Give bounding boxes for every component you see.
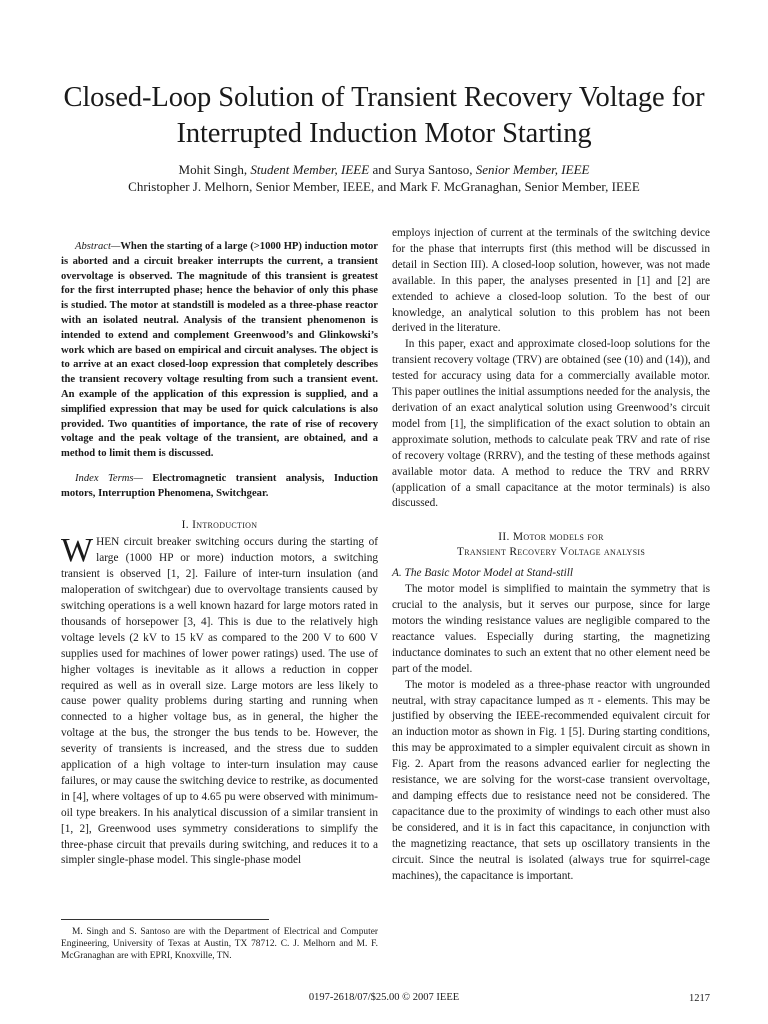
index-terms: Index Terms— Electromagnetic transient analysis, Induction motors, Interruption Phenomena, Switchgear. — [61, 472, 378, 500]
subsection-a-heading: A. The Basic Motor Model at Stand-still — [392, 567, 574, 580]
section-1-body: HEN circuit breaker switching occurs during the starting of large (1000 HP or more) induction motors, a switching transient is observed [1, 2]. Failure of inter-turn insulation (and maloperation of switchgear) due to overvoltage transients caused by switching operations is a well known hazard for large motors rated in thousands of horsepower [3, 4]. This is due to the relatively high voltage levels (2 kV to 15 kV as compared to the 200 V to 600 V supplies used for machines of lower power ratings) used. The use of higher voltages is inevitable as it allows a reduction in copper required as well as in overall size. Large motors are less likely to cause power quality problems during starting and running when connected to a higher voltage bus, as in general, the higher the voltage at the bus, the stronger the bus tends to be. However, the severity of transients is increased, and the stress due to sudden application of a high voltage to inter-turn insulation may cause failures, or may cause the switching device to restrike, as documented in [4], where voltages of up to 4.65 pu were observed with minimum-oil type breakers. In his analytical discussion of a similar transient in [1, 2], Greenwood uses symmetry considerations to simplify the three-phase circuit that prevails during switching, and reduces it to a simpler single-phase model. This single-phase model — [61, 536, 378, 867]
author-affiliation-2: Senior Member, IEEE — [475, 162, 590, 177]
author-affiliation-1: Student Member, IEEE — [250, 162, 370, 177]
section-2-heading-line-2: Transient Recovery Voltage analysis — [456, 546, 646, 559]
footnote: M. Singh and S. Santoso are with the Department of Electrical and Computer Engineering, University of Texas at Austin, TX 78712. C. J. Melhorn and M. F. McGranaghan are with EPRI, Knoxville, TN. — [61, 927, 378, 962]
right-para-1: employs injection of current at the terminals of the switching device for the phase that interrupts first (this method will be discussed in detail in Section III). A closed-loop solution, however, was not made available. In this paper, the analyses presented in [1] and [2] are extended to achieve a closed-loop solution. To the best of our knowledge, an analytical solution to this problem has not been derived in the literature. — [392, 227, 710, 335]
copyright-footer: 0197-2618/07/$25.00 © 2007 IEEE — [308, 992, 460, 1003]
footnote-rule — [61, 919, 269, 920]
author-name-1: Mohit Singh, — [178, 162, 251, 177]
section-1-text — [61, 532, 378, 869]
index-terms-label: Index Terms — [75, 472, 134, 484]
author-line-2: Christopher J. Melhorn, Senior Member, IEEE, and Mark F. McGranaghan, Senior Member, IEEE — [128, 179, 640, 194]
paper-title: Closed-Loop Solution of Transient Recovery Voltage for Interrupted Induction Motor Starting — [63, 82, 705, 149]
right-column — [392, 226, 710, 884]
page-number: 1217 — [689, 993, 710, 1004]
author-name-2: and Surya Santoso, — [369, 162, 476, 177]
right-para-2: In this paper, exact and approximate closed-loop solutions for the transient recovery voltage (TRV) are obtained (see (10) and (14)), and tested for accuracy using data for a commercially available motor. This paper outlines the initial assumptions needed for the analysis, the derivation of an exact analytical solution using Greenwood’s circuit model from [1], the simplification of the exact solution to obtain an approximate solution, methods to calculate peak TRV and rate of rise of recovery voltage (RRRV), and the testing of these methods against available motor data. A method to reduce the TRV and RRRV (application of a small capacitance at the motor terminals) is also discussed. — [392, 338, 710, 510]
abstract-label: Abstract — [75, 241, 111, 252]
abstract: Abstract—When the starting of a large (>1000 HP) induction motor is aborted and a circuit breaker interrupts the current, a transient overvoltage is observed. The magnitude of this transient is greatest for the first interrupted phase; hence the behavior of only this phase is studied. The motor at standstill is modeled as a three-phase reactor with an isolated neutral. Analysis of the transient phenomenon is intended to extend and complement Greenwood’s and Glinkowski’s work which are based on empirical and circuit analyses. The object is to arrive at an exact closed-loop expression that completely describes the transient recovery voltage resulting from such a transient event. An example of the application of this expression is supplied, and a simplified expression that may be used for quick calculations is also provided. Two quantities of importance, the rate of rise of recovery voltage and the peak voltage of the transient, are obtained, and a method to limit them is discussed. — [61, 241, 378, 460]
author-line-1 — [40, 162, 728, 178]
right-para-3: The motor model is simplified to maintain the symmetry that is crucial to the analysis, but it serves our purpose, since for large motors the winding resistance values are negligible compared to the reactance values. Especially during starting, the magnetizing inductance dominates to such an extent that no other element need be part of the model. — [392, 583, 710, 675]
drop-cap: W — [61, 532, 94, 570]
right-para-4: The motor is modeled as a three-phase reactor with ungrounded neutral, with stray capacitance lumped as π - elements. This may be justified by observing the IEEE-recommended equivalent circuit for an induction motor as shown in Fig. 1 [5]. During starting conditions, this may be approximated to a simpler equivalent circuit as shown in Fig. 2. Apart from the reasons advanced earlier for neglecting the resistance, we are solving for the worst-case transient overvoltage, and damping effects due to resistance need not be considered. The capacitance due to the proximity of windings to each other must also be considered, and it is in fact this capacitance, in conjunction with the magnetizing reactance, that sets up oscillatory transients in the circuit. Since the neutral is isolated (always true for squirrel-cage machines), the capacitance is important. — [392, 678, 710, 882]
index-terms-text: Electromagnetic transient analysis, Induction motors, Interruption Phenomena, Switchgear. — [61, 472, 378, 500]
left-column — [61, 226, 378, 869]
section-2-heading-line-1: II. Motor models for — [498, 531, 604, 544]
abstract-text: When the starting of a large (>1000 HP) induction motor is aborted and a circuit breaker interrupts the current, a transient overvoltage is observed. The magnitude of this transient is greatest for the first interrupted phase; hence the behavior of only this phase is studied. The motor at standstill is modeled as a three-phase reactor with an isolated neutral. Analysis of the transient phenomenon is intended to extend and complement Greenwood’s and Glinkowski’s work which are based on empirical and circuit analyses. The object is to arrive at an exact closed-loop expression that completely describes the transient recovery voltage resulting from such a transient event. An example of the application of this expression is supplied, and a simplified expression that may be used for quick calculations is also provided. Two quantities of importance, the rate of rise of recovery voltage and the peak voltage of the transient, are obtained, and a method to limit them is discussed. — [61, 241, 378, 460]
section-1-heading: I. Introduction — [181, 519, 258, 532]
